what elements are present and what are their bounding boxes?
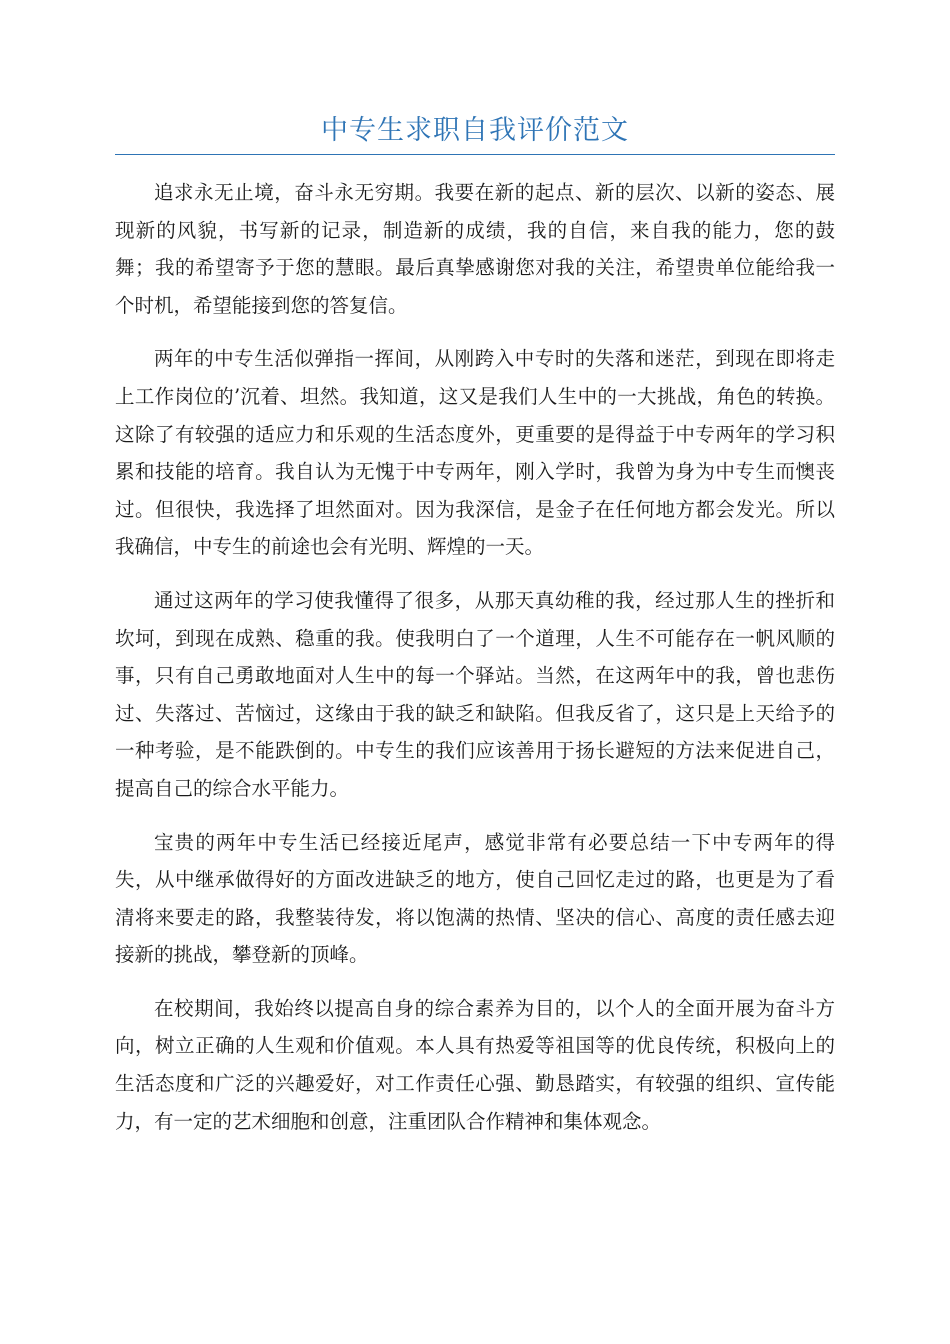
document-body (115, 174, 835, 1156)
paragraph-2: 两年的中专生活似弹指一挥间，从刚跨入中专时的失落和迷茫，到现在即将走上工作岗位的’沉着、坦然。我知道，这又是我们人生中的一大挑战，角色的转换。这除了有较强的适应力和乐观的生活态度外，更重要的是得益于中专两年的学习积累和技能的培育。我自认为无愧于中专两年，刚入学时，我曾为身为中专生而懊丧过。但很快，我选择了坦然面对。因为我深信，是金子在任何地方都会发光。所以我确信，中专生的前途也会有光明、辉煌的一天。 (115, 347, 835, 559)
title-underline (115, 154, 835, 155)
page-title: 中专生求职自我评价范文 (321, 115, 629, 146)
paragraph-1: 追求永无止境，奋斗永无穷期。我要在新的起点、新的层次、以新的姿态、展现新的风貌，书写新的记录，制造新的成绩，我的自信，来自我的能力，您的鼓舞；我的希望寄予于您的慧眼。最后真挚感谢您对我的关注，希望贵单位能给我一个时机，希望能接到您的答复信。 (115, 181, 835, 317)
paragraph-5: 在校期间，我始终以提高自身的综合素养为目的，以个人的全面开展为奋斗方向，树立正确的人生观和价值观。本人具有热爱等祖国等的优良传统，积极向上的生活态度和广泛的兴趣爱好，对工作责任心强、勤恳踏实，有较强的组织、宣传能力，有一定的艺术细胞和创意，注重团队合作精神和集体观念。 (115, 996, 835, 1133)
paragraph-3: 通过这两年的学习使我懂得了很多，从那天真幼稚的我，经过那人生的挫折和坎坷，到现在成熟、稳重的我。使我明白了一个道理，人生不可能存在一帆风顺的事，只有自己勇敢地面对人生中的每一个驿站。当然，在这两年中的我，曾也悲伤过、失落过、苦恼过，这缘由于我的缺乏和缺陷。但我反省了，这只是上天给予的一种考验，是不能跌倒的。中专生的我们应该善用于扬长避短的方法来促进自己，提高自己的综合水平能力。 (115, 588, 835, 800)
paragraph-4: 宝贵的两年中专生活已经接近尾声，感觉非常有必要总结一下中专两年的得失，从中继承做得好的方面改进缺乏的地方，使自己回忆走过的路，也更是为了看清将来要走的路，我整装待发，将以饱满的热情、坚决的信心、高度的责任感去迎接新的挑战，攀登新的顶峰。 (115, 830, 835, 967)
